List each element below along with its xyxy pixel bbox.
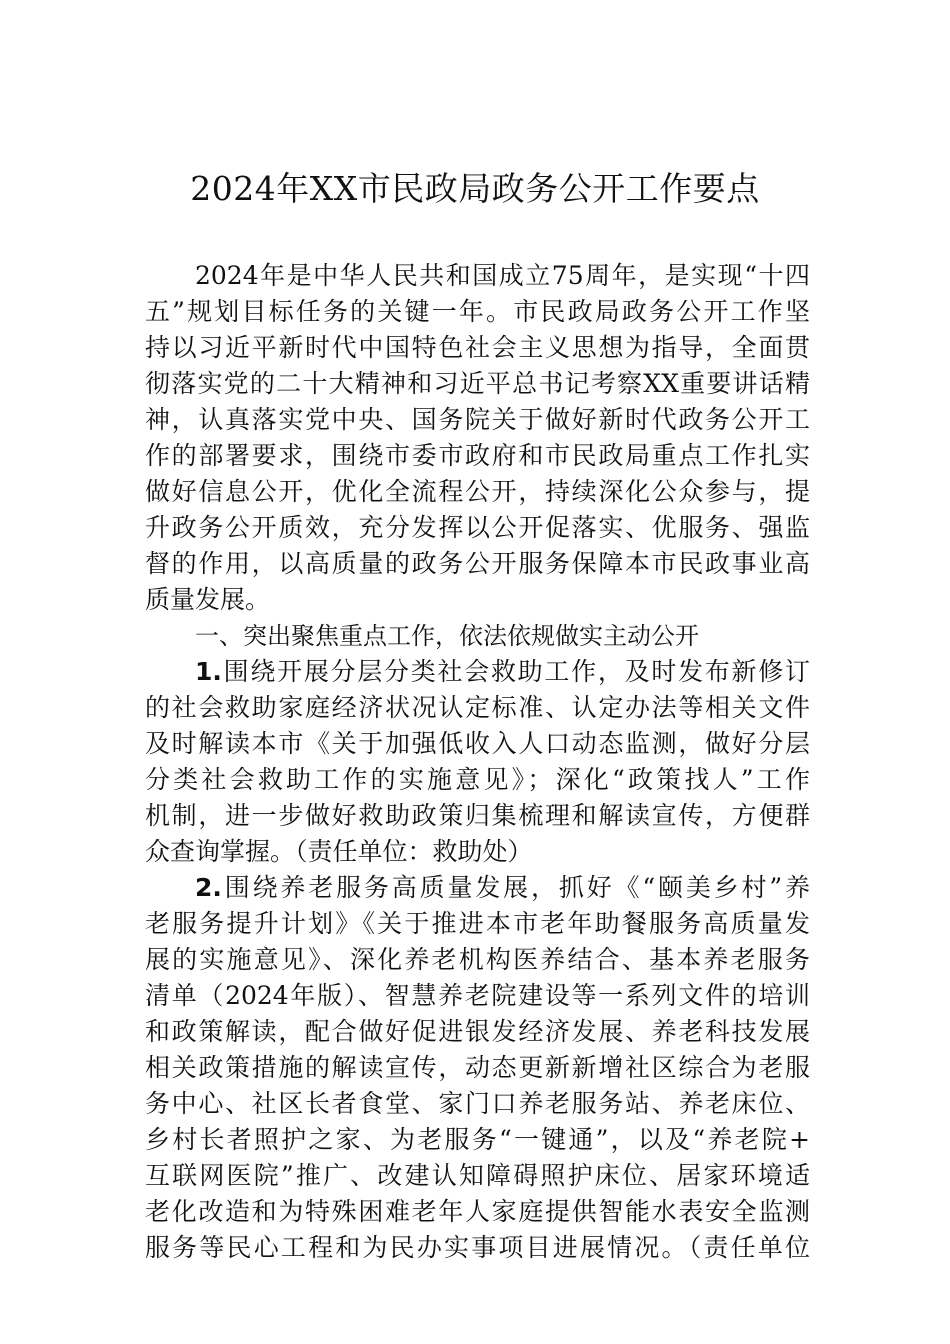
paragraph-line: 做好信息公开，优化全流程公开，持续深化公众参与，提 xyxy=(145,477,810,506)
paragraph-line: 的社会救助家庭经济状况认定标准、认定办法等相关文件 xyxy=(145,693,810,722)
paragraph-line: 五”规划目标任务的关键一年。市民政局政务公开工作坚 xyxy=(145,297,810,326)
item-1-first-line xyxy=(195,654,810,690)
paragraph-line: 服务等民心工程和为民办实事项目进展情况。（责任单位 xyxy=(145,1233,810,1262)
paragraph-line: 2024年是中华人民共和国成立75周年，是实现“十四 xyxy=(195,261,810,290)
paragraph-line: 相关政策措施的解读宣传，动态更新新增社区综合为老服 xyxy=(145,1053,810,1082)
paragraph-line: 老服务提升计划》《关于推进本市老年助餐服务高质量发 xyxy=(145,909,810,938)
paragraph-line: 持以习近平新时代中国特色社会主义思想为指导，全面贯 xyxy=(145,333,810,362)
paragraph-line: 清单（2024年版）、智慧养老院建设等一系列文件的培训 xyxy=(145,981,810,1010)
paragraph-line: 质量发展。 xyxy=(145,585,271,614)
paragraph-line: 众查询掌握。（责任单位：救助处） xyxy=(145,837,533,866)
paragraph-line: 督的作用，以高质量的政务公开服务保障本市民政事业高 xyxy=(145,549,810,578)
paragraph-line: 作的部署要求，围绕市委市政府和市民政局重点工作扎实 xyxy=(145,441,810,470)
item-number: 2. xyxy=(195,873,222,902)
paragraph-line: 互联网医院”推广、改建认知障碍照护床位、居家环境适 xyxy=(145,1161,810,1190)
paragraph-line: 机制，进一步做好救助政策归集梳理和解读宣传，方便群 xyxy=(145,801,810,830)
paragraph-line: 神，认真落实党中央、国务院关于做好新时代政务公开工 xyxy=(145,405,810,434)
item-number: 1. xyxy=(195,657,222,686)
paragraph-line: 务中心、社区长者食堂、家门口养老服务站、养老床位、 xyxy=(145,1089,810,1118)
item-2-first-line xyxy=(195,870,810,906)
paragraph-line: 乡村长者照护之家、为老服务“一键通”，以及“养老院+ xyxy=(145,1125,810,1154)
paragraph-line: 分类社会救助工作的实施意见》；深化“政策找人”工作 xyxy=(145,765,810,794)
paragraph-line: 升政务公开质效，充分发挥以公开促落实、优服务、强监 xyxy=(145,513,810,542)
paragraph-line: 彻落实党的二十大精神和习近平总书记考察XX重要讲话精 xyxy=(145,369,810,398)
section-heading: 一、突出聚焦重点工作，依法依规做实主动公开 xyxy=(195,622,699,650)
paragraph-line: 及时解读本市《关于加强低收入人口动态监测，做好分层 xyxy=(145,729,810,758)
item-text: 围绕开展分层分类社会救助工作，及时发布新修订 xyxy=(221,657,810,686)
document-title: 2024年XX市民政局政务公开工作要点 xyxy=(190,169,760,208)
paragraph-line: 和政策解读，配合做好促进银发经济发展、养老科技发展 xyxy=(145,1017,810,1046)
paragraph-line: 老化改造和为特殊困难老年人家庭提供智能水表安全监测 xyxy=(145,1197,810,1226)
item-text: 围绕养老服务高质量发展，抓好《“颐美乡村”养 xyxy=(221,873,810,902)
paragraph-line: 展的实施意见》、深化养老机构医养结合、基本养老服务 xyxy=(145,945,810,974)
